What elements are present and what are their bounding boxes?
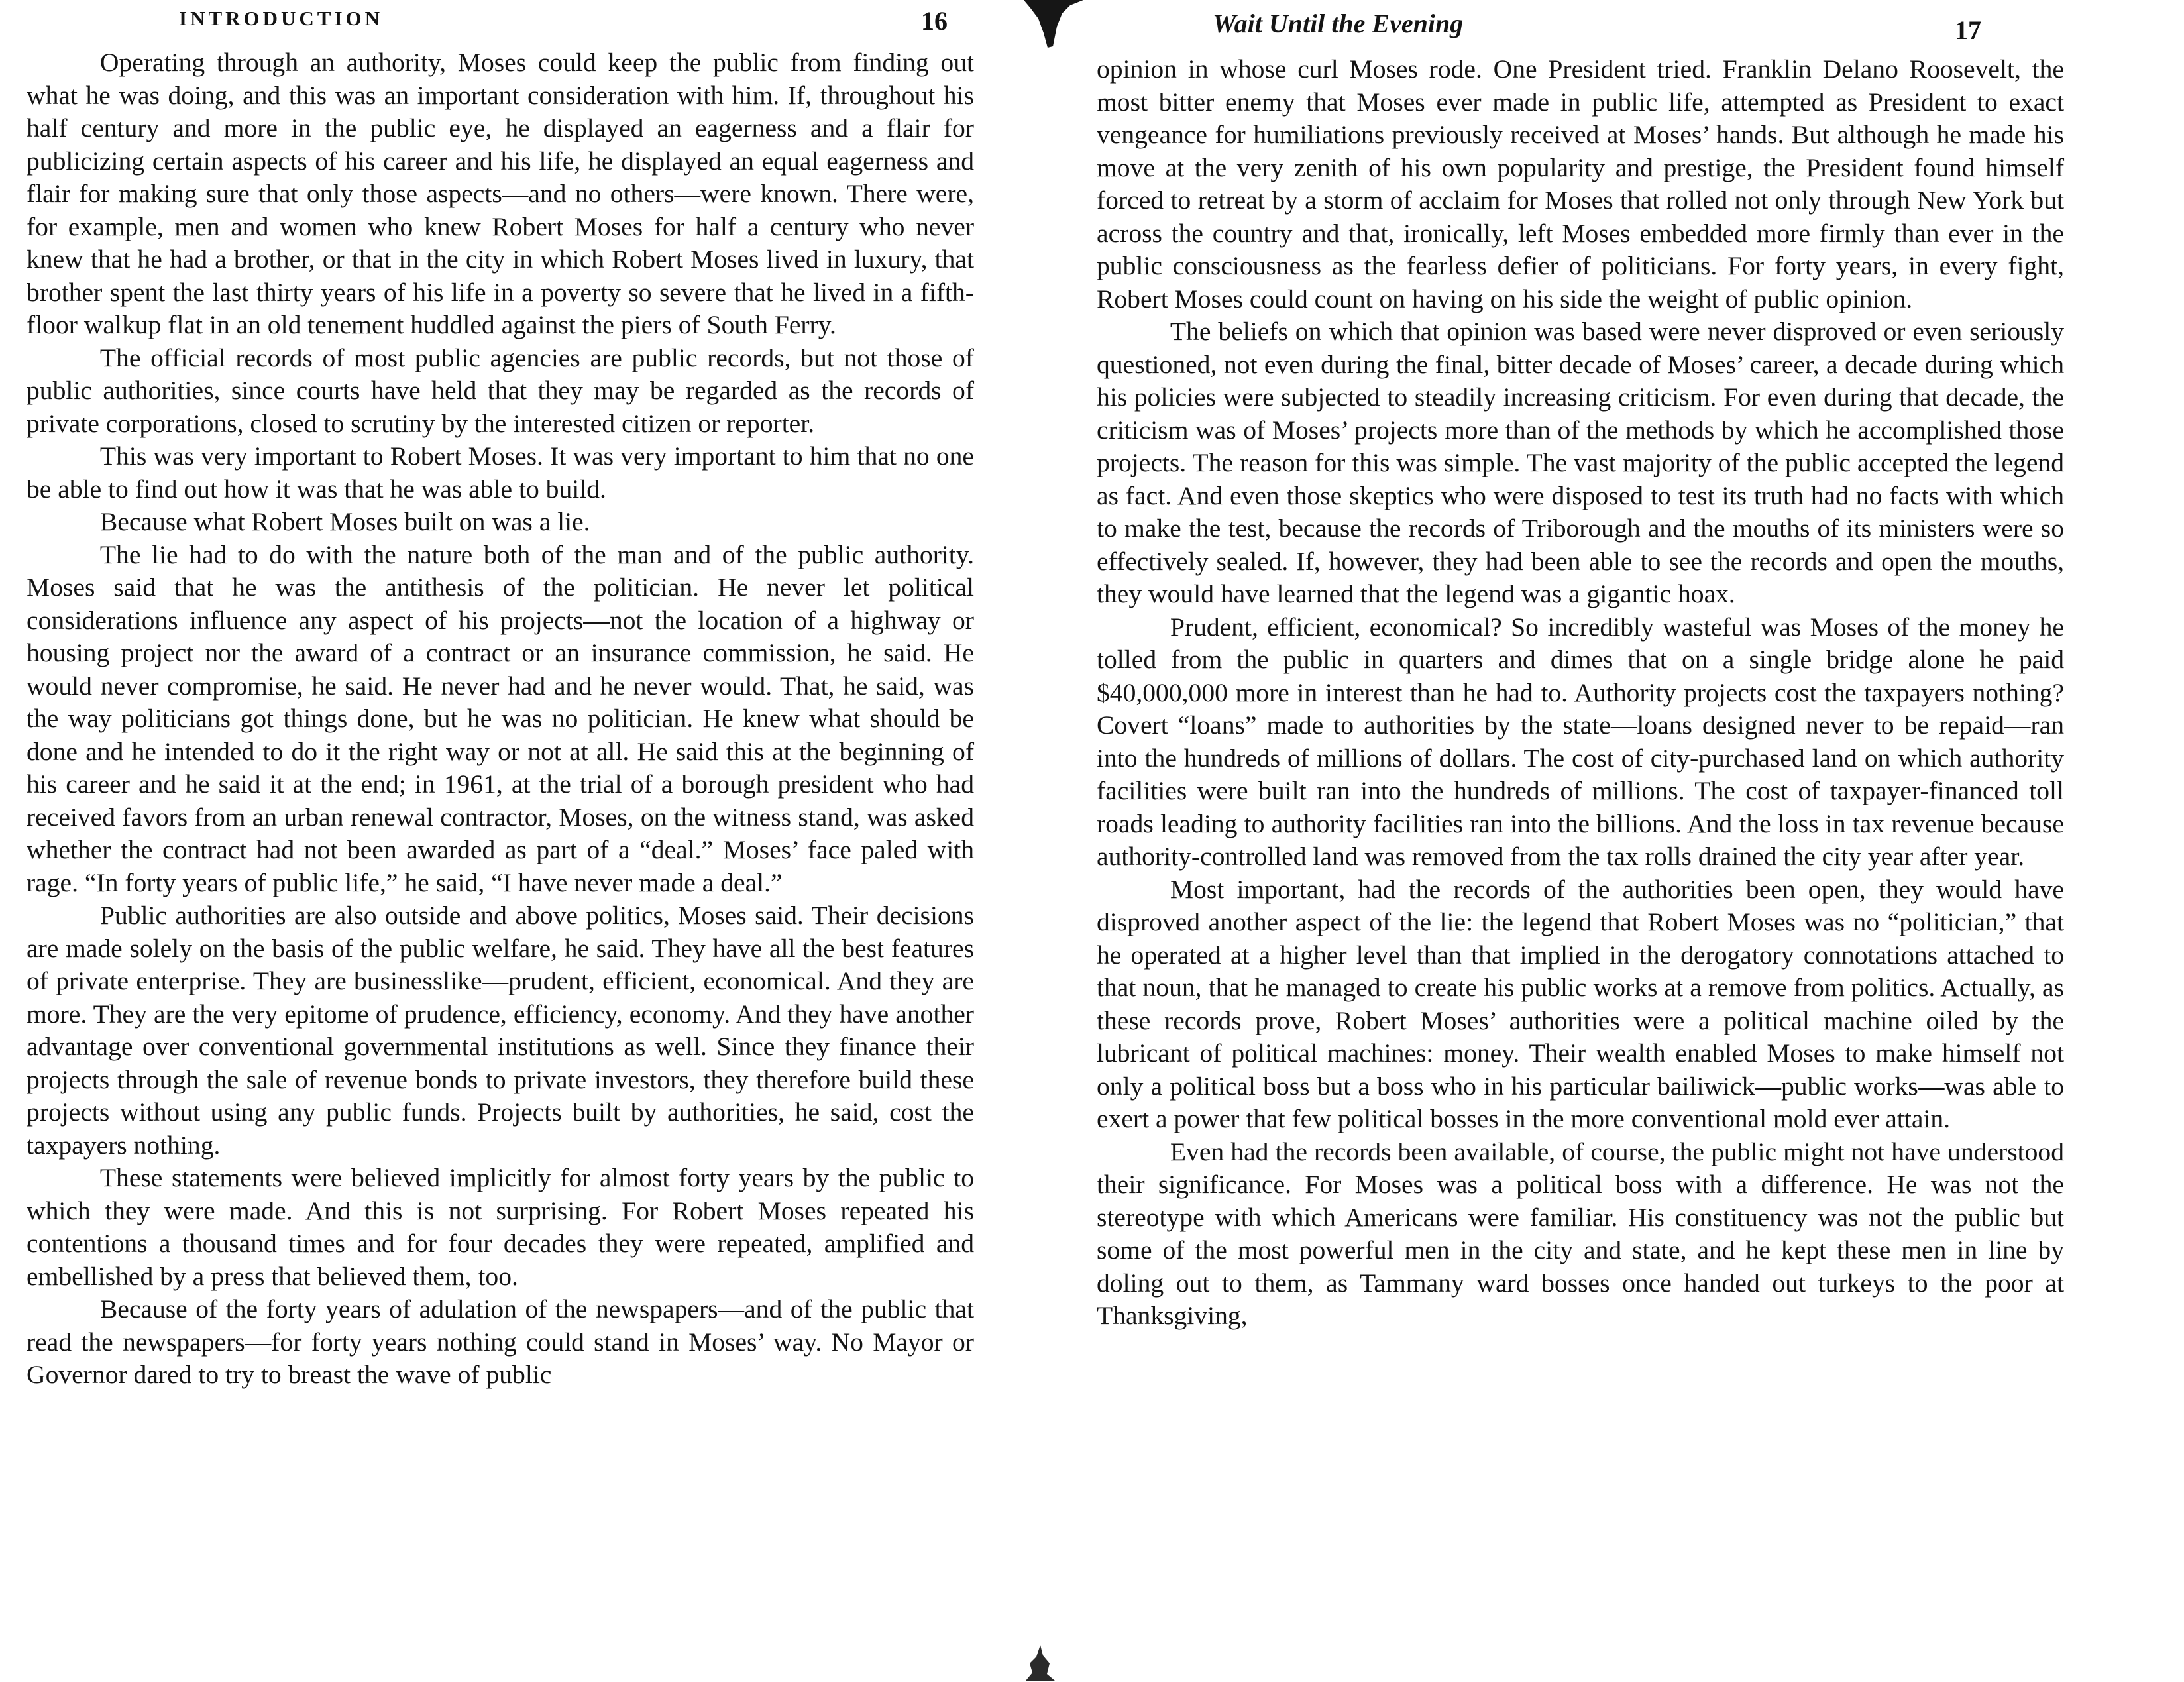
paragraph: Because of the forty years of adulation of the newspapers—and of the public that read the newspapers—for forty years nothing could stand in Moses’ way. No Mayor or Governor dared to try to breast the wave of public: [27, 1294, 974, 1389]
page-number-left: 16: [921, 6, 948, 36]
paragraph: Even had the records been available, of course, the public might not have understood their significance. For Moses was a political boss with a difference. He was not the stereotype with which Americans were familiar. His constituency was not the public but some of the most powerful men in the city and state, and he kept these men in line by doling out to them, as Tammany ward bosses once handed out turkeys to the poor at Thanksgiving,: [1097, 1137, 2064, 1330]
bottom-scan-artifact: [1020, 1644, 1060, 1682]
paragraph: Operating through an authority, Moses could keep the public from finding out what he was doing, and this was an important consideration with him. If, throughout his half century and more in the public eye, he displayed an eagerness and a flair for publicizing certain aspects of his career and his life, he displayed an equal eagerness and flair for making sure that only those aspects—and no others—were known. There were, for example, men and women who knew Robert Moses for half a century who never knew that he had a brother, or that in the city in which Robert Moses lived in luxury, that brother spent the last thirty years of his life in a poverty so severe that he lived in a fifth-floor walkup flat in an old tenement huddled against the piers of South Ferry.: [27, 48, 974, 339]
right-page-body: [1097, 53, 2064, 1333]
page-number-right: 17: [1955, 15, 1981, 45]
left-page-body: [27, 46, 974, 1392]
paragraph: The beliefs on which that opinion was based were never disproved or even seriously questioned, not even during the final, bitter decade of Moses’ career, a decade during which his policies were subjected to steadily increasing criticism. For even during that decade, the criticism was of Moses’ projects more than of the methods by which he accomplished those projects. The reason for this was simple. The vast majority of the public accepted the legend as fact. And even those skeptics who were disposed to test its truth had no facts with which to make the test, because the records of Triborough and the mouths of its ministers were so effectively sealed. If, however, they had been able to see the records and open the mouths, they would have learned that the legend was a gigantic hoax.: [1097, 317, 2064, 608]
running-head-section-title: INTRODUCTION: [179, 7, 384, 30]
paragraph: The official records of most public agencies are public records, but not those of public authorities, since courts have held that they may be regarded as the records of private corporations, closed to scrutiny by the interested citizen or reporter.: [27, 343, 974, 438]
paragraph: These statements were believed implicitly for almost forty years by the public to which they were made. And this is not surprising. For Robert Moses repeated his contentions a thousand times and for four decades they were repeated, amplified and embellished by a press that believed them, too.: [27, 1163, 974, 1291]
paragraph: Prudent, efficient, economical? So incredibly wasteful was Moses of the money he tolled from the public in quarters and dimes that on a single bridge alone he paid $40,000,000 more in interest than he had to. Authority projects cost the taxpayers nothing? Covert “loans” made to authorities by the state—loans designed never to be repaid—ran into the hundreds of millions of dollars. The cost of city-purchased land on which authority facilities were built ran into the hundreds of millions. The cost of taxpayer-financed toll roads leading to authority facilities ran into the billions. And the loss in tax revenue because authority-controlled land was removed from the tax rolls drained the city year after year.: [1097, 612, 2064, 871]
paragraph: Most important, had the records of the authorities been open, they would have disproved another aspect of the lie: the legend that Robert Moses was no “politician,” that he operated at a higher level than that implied in the derogatory connotations attached to that noun, that he managed to create his public works at a remove from politics. Actually, as these records prove, Robert Moses’ authorities were a political machine oiled by the lubricant of political machines: money. Their wealth enabled Moses to make himself not only a political boss but a boss who in his particular bailiwick—public works—was able to exert a power that few political bosses in the more conventional mold ever attain.: [1097, 874, 2064, 1133]
running-head-chapter-title: Wait Until the Evening: [1213, 9, 1464, 38]
paragraph: The lie had to do with the nature both of the man and of the public authority. Moses said that he was the antithesis of the politician. He never let political considerations influence any aspect of his projects—not the location of a highway or housing project nor the award of a contract or an insurance commission, he said. He would never compromise, he said. He never had and he never would. That, he said, was the way politicians got things done, but he was no politician. He knew what should be done and he intended to do it the right way or not at all. He said this at the beginning of his career and he said it at the end; in 1961, at the trial of a borough president who had received favors from an urban renewal contractor, Moses, on the witness stand, was asked whether the contract had not been awarded as part of a “deal.” Moses’ face paled with rage. “In forty years of public life,” he said, “I have never made a deal.”: [27, 539, 974, 897]
paragraph: Public authorities are also outside and above politics, Moses said. Their decisions are made solely on the basis of the public welfare, he said. They have all the best features of private enterprise. They are businesslike—prudent, efficient, economical. And they are more. They are the very epitome of prudence, efficiency, economy. And they have another advantage over conventional governmental institutions as well. Since they finance their projects through the sale of revenue bonds to private investors, they therefore build these projects without using any public funds. Projects built by authorities, he said, cost the taxpayers nothing.: [27, 901, 974, 1160]
right-page: [1034, 0, 2184, 1682]
paragraph: This was very important to Robert Moses. It was very important to him that no one be able to find out how it was that he was able to build.: [27, 441, 974, 504]
left-page: [0, 0, 1034, 1682]
paragraph: Because what Robert Moses built on was a lie.: [99, 507, 590, 536]
paragraph-continued: opinion in whose curl Moses rode. One President tried. Franklin Delano Roosevelt, the most bitter enemy that Moses ever made in public life, attempted as President to exact vengeance for humiliations previously received at Moses’ hands. But although he made his move at the very zenith of his own popularity and prestige, the President found himself forced to retreat by a storm of acclaim for Moses that rolled not only through New York but across the country and that, ironically, left Moses embedded more firmly than ever in the public consciousness as the fearless defier of politicians. For forty years, in every fight, Robert Moses could count on having on his side the weight of public opinion.: [1097, 54, 2064, 313]
